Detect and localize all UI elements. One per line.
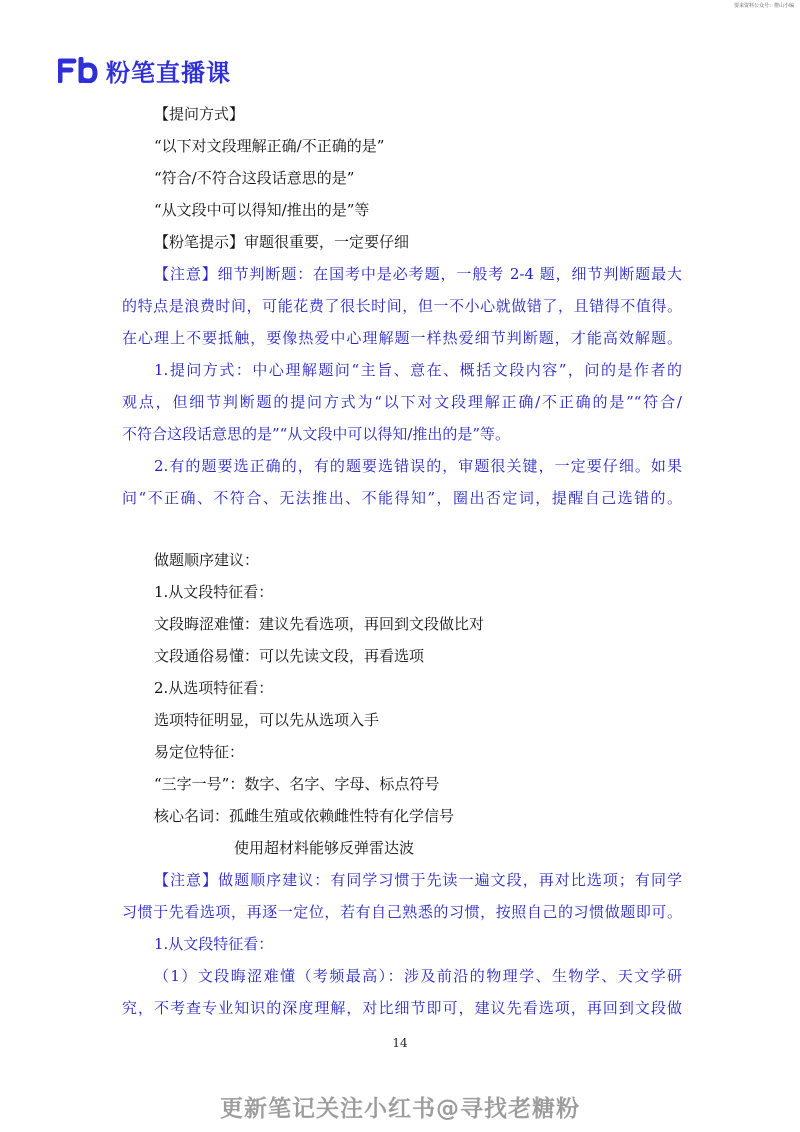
order-item-2d: 核心名词：孤雌生殖或依赖雌性特有化学信号 — [154, 807, 455, 825]
point2-line-2: 问“不正确、不符合、无法推出、不能得知”，圈出否定词，提醒自己选错的。 — [122, 489, 682, 507]
note1-line-2: 的特点是浪费时间，可能花费了很长时间，但一不小心就做错了，且错得不值得。 — [122, 297, 682, 315]
question-format-title: 【提问方式】 — [154, 105, 245, 123]
footer-watermark: 更新笔记关注小红书@寻找老糖粉 — [220, 1096, 580, 1122]
question-format-3: “从文段中可以得知/推出的是”等 — [154, 201, 370, 219]
order-title: 做题顺序建议： — [154, 551, 260, 569]
note2-line-5: 究，不考查专业知识的深度理解，对比细节即可，建议先看选项，再回到文段做 — [122, 999, 682, 1017]
order-item-2e: 使用超材料能够反弹雷达波 — [234, 839, 415, 857]
fenbi-hint: 【粉笔提示】审题很重要，一定要仔细 — [154, 233, 410, 251]
point1-line-3: 不符合这段话意思的是”“从文段中可以得知/推出的是”等。 — [122, 425, 511, 443]
order-item-2: 2.从选项特征看： — [154, 679, 274, 697]
fenbi-fb-icon — [58, 57, 98, 83]
page-number: 14 — [392, 1036, 408, 1050]
note2-line-2: 习惯于先看选项，再逐一定位，若有自己熟悉的习惯，按照自己的习惯做题即可。 — [122, 903, 682, 921]
brand-logo — [58, 55, 231, 85]
question-format-2: “符合/不符合这段话意思的是” — [154, 169, 355, 187]
order-item-1: 1.从文段特征看： — [154, 583, 274, 601]
question-format-1: “以下对文段理解正确/不正确的是” — [154, 137, 385, 155]
note1-line-1: 【注意】细节判断题：在国考中是必考题，一般考 2-4 题，细节判断题最大 — [154, 265, 682, 283]
note2-line-4: （1）文段晦涩难懂（考频最高）：涉及前沿的物理学、生物学、天文学研 — [154, 967, 682, 985]
top-note: 要来资料公众号：橙山小编 — [733, 3, 794, 9]
order-item-2b: 易定位特征： — [154, 743, 245, 761]
page-content — [122, 98, 682, 1024]
order-item-1a: 文段晦涩难懂：建议先看选项，再回到文段做比对 — [154, 615, 485, 633]
point1-line-1: 1.提问方式：中心理解题问“主旨、意在、概括文段内容”，问的是作者的 — [154, 361, 682, 379]
order-item-1b: 文段通俗易懂：可以先读文段，再看选项 — [154, 647, 425, 665]
point2-line-1: 2.有的题要选正确的，有的题要选错误的，审题很关键，一定要仔细。如果 — [154, 457, 682, 475]
note2-line-3: 1.从文段特征看： — [154, 935, 274, 953]
note2-line-1: 【注意】做题顺序建议：有同学习惯于先读一遍文段，再对比选项；有同学 — [154, 871, 682, 889]
order-item-2a: 选项特征明显，可以先从选项入手 — [154, 711, 380, 729]
brand-name: 粉笔直播课 — [106, 58, 231, 87]
order-item-2c: “三字一号”：数字、名字、字母、标点符号 — [154, 775, 440, 793]
note1-line-3: 在心理上不要抵触，要像热爱中心理解题一样热爱细节判断题，才能高效解题。 — [122, 329, 682, 347]
point1-line-2: 观点，但细节判断题的提问方式为“以下对文段理解正确/不正确的是”“符合/ — [122, 393, 682, 411]
